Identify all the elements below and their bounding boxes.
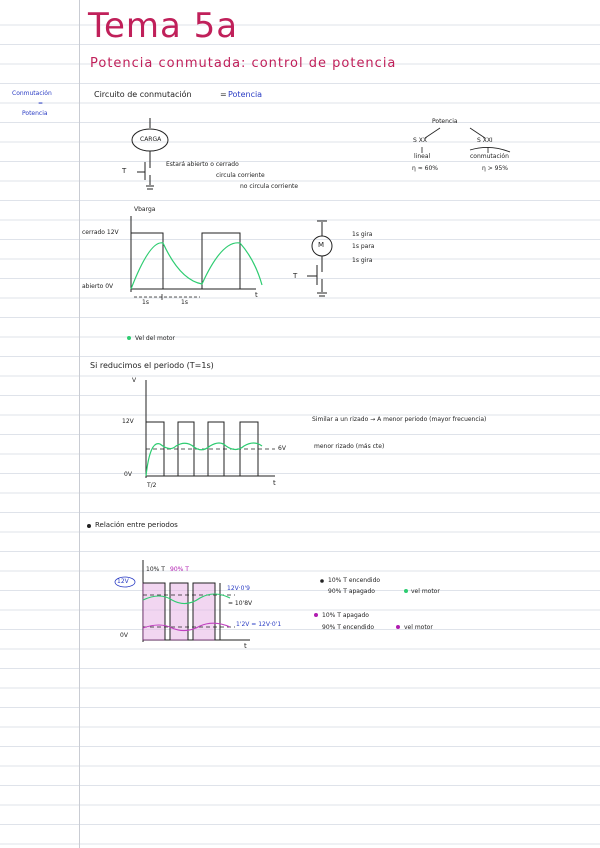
margin-note-line1: Conmutación [12,90,52,97]
case1-vel: vel motor [411,588,440,595]
graph1-legend: Vel del motor [135,335,175,342]
graph1-seg1: 1s [142,299,149,306]
margin-note-line2: = [38,100,44,107]
motor-note3: 1s gira [352,257,373,264]
graph2-t2: T/2 [147,482,157,489]
graph3-r1: 12V·0'9 [227,585,250,592]
section3-bullet1 [320,579,324,583]
section1-heading: Circuito de conmutación [94,90,192,99]
graph3-12v: 12V [117,578,129,585]
graph1-ylabel: Vbarga [134,206,156,213]
tree-right-eff: η > 95% [482,165,508,172]
motor-note1: 1s gira [352,231,373,238]
graph2-ylabel: V [132,377,137,384]
case2-line1: 10% T apagado [322,612,369,619]
motor-circuit [307,221,332,296]
graph3-0v: 0V [120,632,128,639]
graph2-motor-speed [146,443,262,476]
case1-line1: 10% T encendido [328,577,381,584]
transistor-label: T [122,167,127,175]
potencia-tree-lines [422,128,510,153]
graph1-xlabel: t [255,291,258,299]
motor-note2: 1s para [352,243,375,250]
tree-right-type: conmutación [470,153,509,160]
tree-root: Potencia [432,118,458,125]
graph1-open-label: abierto 0V [82,283,114,290]
graph2-axes [146,380,275,478]
graph2-0v: 0V [124,471,132,478]
graph2-6v: 6V [278,445,286,452]
case2-line2: 90% T encendido [322,624,375,631]
section1-eq: = [220,90,227,99]
motor-transistor-label: T [293,272,298,280]
graph3-xlabel: t [244,642,247,650]
switch-note-open: no circula corriente [240,183,299,190]
graph3-hatched-pulses [143,583,215,640]
switch-note-closed: circula corriente [216,172,265,179]
section3-bullet [87,524,91,528]
section3-green-dot [404,589,408,593]
section3-magenta-dot1 [314,613,318,617]
section3-heading: Relación entre periodos [95,521,178,529]
graph3-p90: 90% T [170,566,189,573]
switch-note: Estará abierto o cerrado [166,161,239,168]
page-title: Tema 5a [88,6,239,46]
section2-note2: menor rizado (más cte) [314,443,385,450]
tree-left: S XX [413,137,427,144]
case2-vel: vel motor [404,624,433,631]
case1-line2: 90% T apagado [328,588,375,595]
graph1-closed-label: cerrado 12V [82,229,119,236]
graph1-square-wave [131,233,240,289]
graph3-p10: 10% T [146,566,165,573]
tree-right: S XXI [477,137,493,144]
tree-left-type: lineal [414,153,431,160]
graph1-seg2: 1s [181,299,188,306]
graph1-legend-dot [127,336,131,340]
graph2-xlabel: t [273,479,276,487]
load-label: CARGA [140,136,162,143]
graph2-12v: 12V [122,418,134,425]
graph3-r2: 1'2V = 12V·0'1 [236,621,282,628]
graph1-motor-speed [131,243,262,289]
section1-highlight: Potencia [228,90,263,99]
tree-left-eff: η ≈ 60% [412,165,438,172]
page-subtitle: Potencia conmutada: control de potencia [90,56,397,71]
section2-note1: Similar a un rizado → A menor periodo (mayor frecuencia) [312,416,487,423]
graph3-r1b: = 10'8V [228,600,253,607]
motor-label: M [318,241,325,249]
load-circuit [132,118,168,189]
margin-note-line3: Potencia [22,110,48,117]
section3-magenta-dot2 [396,625,400,629]
section2-heading: Si reducimos el periodo (T=1s) [90,361,214,370]
